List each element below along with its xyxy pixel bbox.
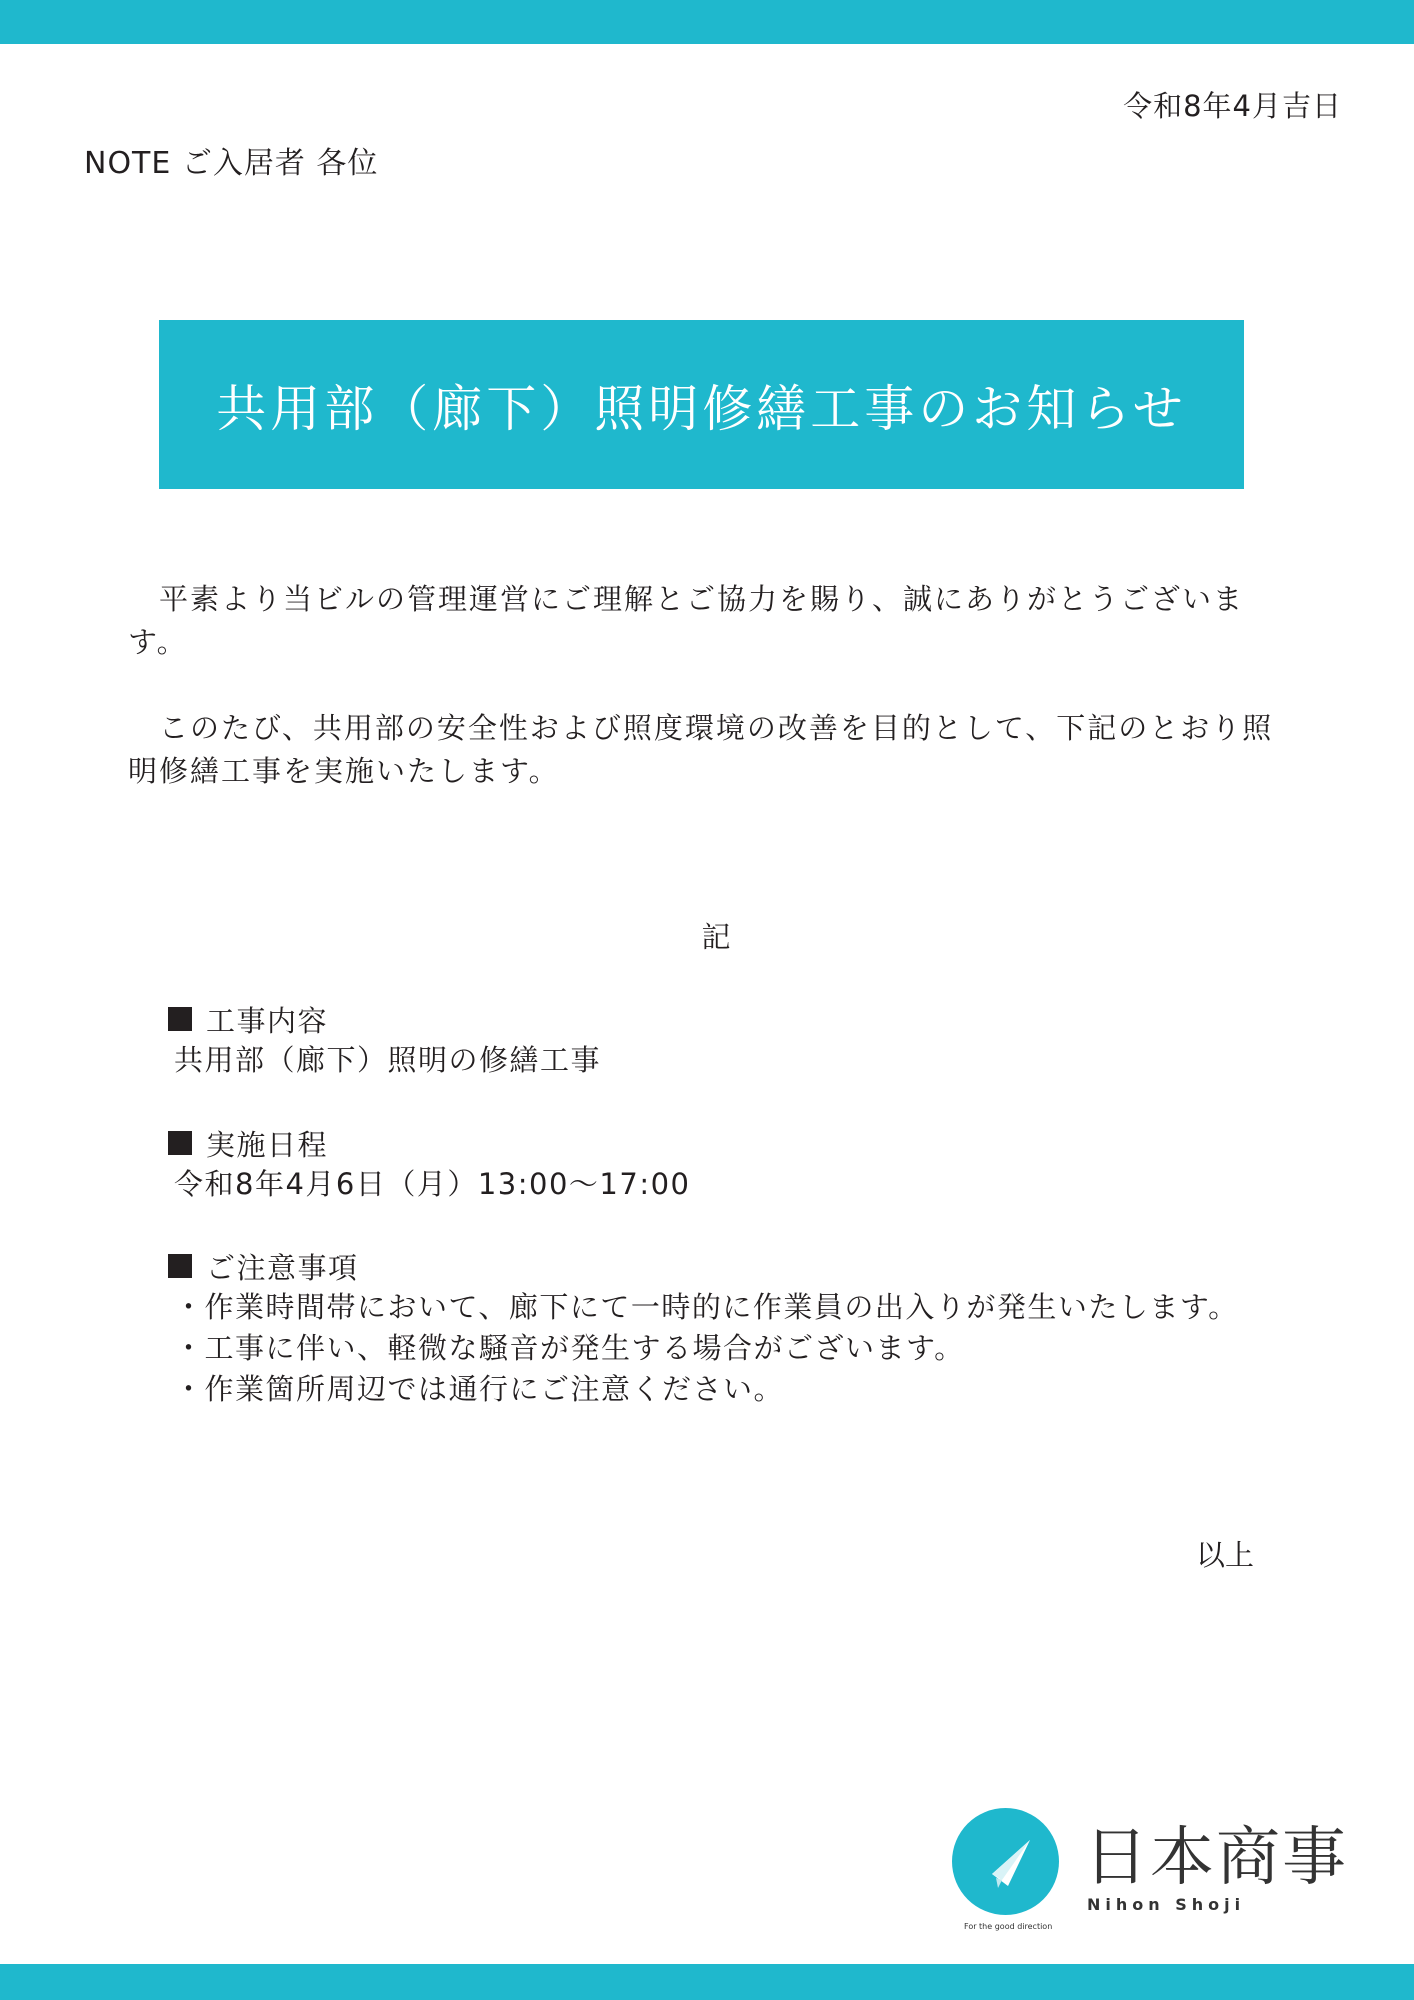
closing-ijo: 以上 xyxy=(1196,1538,1255,1572)
square-bullet-icon xyxy=(168,1254,192,1278)
section-schedule xyxy=(168,1122,691,1205)
recipient-line: NOTE ご入居者 各位 xyxy=(84,146,379,181)
note-item: ・作業時間帯において、廊下にて一時的に作業員の出入りが発生いたします。 xyxy=(174,1290,1239,1324)
section-body xyxy=(168,1040,601,1081)
announcement-text: このたび、共用部の安全性および照度環境の改善を目的として、下記のとおり照明修繕工事を実施いたします。 xyxy=(128,711,1274,788)
logo-emblem xyxy=(952,1808,1059,1915)
square-bullet-icon xyxy=(168,1131,192,1155)
announcement-paragraph xyxy=(128,707,1298,793)
logo-tagline: For the good direction xyxy=(964,1922,1053,1931)
section-heading xyxy=(168,1245,1239,1287)
section-work-content xyxy=(168,998,601,1081)
ki-heading: 記 xyxy=(701,920,731,954)
logo-name-en: Nihon Shoji xyxy=(1087,1895,1246,1914)
section-heading xyxy=(168,1122,691,1164)
company-logo xyxy=(950,1806,1348,1936)
top-accent-bar xyxy=(0,0,1414,44)
section-notes xyxy=(168,1245,1239,1410)
section-heading xyxy=(168,998,601,1040)
logo-name-jp: 日本商事 xyxy=(1084,1821,1348,1895)
section-body xyxy=(168,1164,691,1205)
indent xyxy=(128,711,159,745)
note-item: ・作業箇所周辺では通行にご注意ください。 xyxy=(174,1372,785,1406)
square-bullet-icon xyxy=(168,1007,192,1031)
indent xyxy=(128,582,159,616)
section-heading-label: 工事内容 xyxy=(206,1003,329,1038)
section-heading-label: 実施日程 xyxy=(206,1127,329,1162)
note-item: ・工事に伴い、軽微な騒音が発生する場合がございます。 xyxy=(174,1331,965,1365)
greeting-text: 平素より当ビルの管理運営にご理解とご協力を賜り、誠にありがとうございます。 xyxy=(128,582,1245,659)
greeting-paragraph xyxy=(128,578,1298,664)
bottom-accent-bar xyxy=(0,1964,1414,2000)
title-banner xyxy=(159,320,1244,489)
page-title: 共用部（廊下）照明修繕工事のお知らせ xyxy=(216,379,1187,438)
paper-plane-icon xyxy=(952,1808,1059,1915)
section-body xyxy=(168,1287,1239,1410)
section-heading-label: ご注意事項 xyxy=(206,1250,359,1285)
issue-date: 令和8年4月吉日 xyxy=(1123,89,1342,123)
section-line: 令和8年4月6日（月）13:00〜17:00 xyxy=(174,1167,691,1201)
section-line: 共用部（廊下）照明の修繕工事 xyxy=(174,1043,602,1077)
